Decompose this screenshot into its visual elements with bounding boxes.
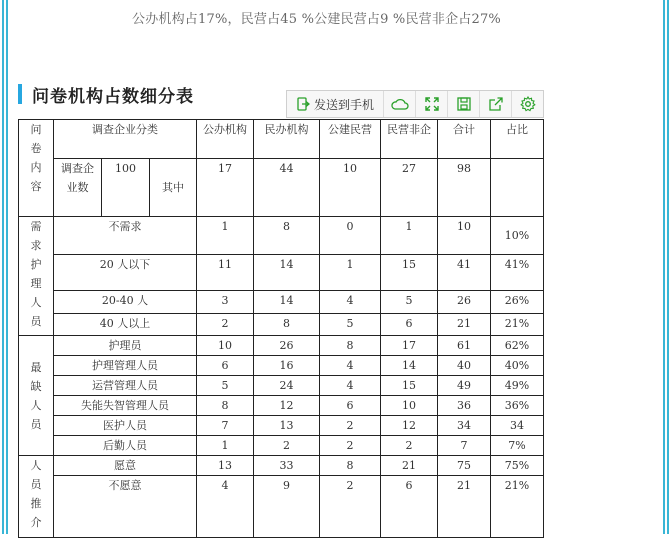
cell-public: 5 xyxy=(197,376,254,396)
cell-ratio: 26% xyxy=(491,291,544,314)
cell-private: 14 xyxy=(254,291,320,314)
cell-pppm: 8 xyxy=(320,336,381,356)
count-public: 17 xyxy=(197,159,254,217)
cell-total: 40 xyxy=(438,356,491,376)
cell-ratio: 36% xyxy=(491,396,544,416)
cell-total: 21 xyxy=(438,476,491,538)
cell-private-nonent: 10 xyxy=(381,396,438,416)
col-total-header: 合计 xyxy=(438,120,491,159)
row-label: 护理员 xyxy=(54,336,197,356)
cell-pppm: 6 xyxy=(320,396,381,416)
row-label: 医护人员 xyxy=(54,416,197,436)
col-private-nonent-header: 民营非企 xyxy=(381,120,438,159)
intro-text: 公办机构占17%，民营占45 %公建民营占9 %民营非企占27% xyxy=(132,12,501,27)
cell-total: 75 xyxy=(438,456,491,476)
right-frame-border xyxy=(663,0,671,534)
table-row xyxy=(19,416,544,436)
cell-private-nonent: 15 xyxy=(381,255,438,291)
row-label: 不愿意 xyxy=(54,476,197,538)
count-pppm: 10 xyxy=(320,159,381,217)
row-label: 40 人以上 xyxy=(54,314,197,336)
survey-table xyxy=(18,119,544,538)
cell-pppm: 4 xyxy=(320,291,381,314)
cell-private: 9 xyxy=(254,476,320,538)
expand-icon xyxy=(425,97,439,111)
count-total: 98 xyxy=(438,159,491,217)
cell-total: 41 xyxy=(438,255,491,291)
row-label: 运营管理人员 xyxy=(54,376,197,396)
table-row xyxy=(19,376,544,396)
toolbar xyxy=(286,90,544,118)
cell-public: 1 xyxy=(197,217,254,255)
cell-pppm: 0 xyxy=(320,217,381,255)
of-which-label: 其中 xyxy=(150,159,197,217)
row-label: 20 人以下 xyxy=(54,255,197,291)
col-pppm-header: 公建民营 xyxy=(320,120,381,159)
left-frame-border xyxy=(0,0,9,534)
cell-private: 13 xyxy=(254,416,320,436)
cell-total: 10 xyxy=(438,217,491,255)
cell-pppm: 1 xyxy=(320,255,381,291)
cell-ratio: 21% xyxy=(491,314,544,336)
cell-private: 33 xyxy=(254,456,320,476)
cell-pppm: 2 xyxy=(320,416,381,436)
cell-private: 2 xyxy=(254,436,320,456)
row-label: 失能失智管理人员 xyxy=(54,396,197,416)
cell-ratio: 40% xyxy=(491,356,544,376)
cell-total: 34 xyxy=(438,416,491,436)
cell-ratio: 49% xyxy=(491,376,544,396)
cell-ratio: 62% xyxy=(491,336,544,356)
cell-private: 14 xyxy=(254,255,320,291)
cell-private-nonent: 6 xyxy=(381,476,438,538)
cell-total: 7 xyxy=(438,436,491,456)
cell-ratio: 75% xyxy=(491,456,544,476)
settings-button[interactable] xyxy=(512,91,543,117)
cell-public: 2 xyxy=(197,314,254,336)
cell-total: 49 xyxy=(438,376,491,396)
send-to-phone-label: 发送到手机 xyxy=(313,97,374,112)
row-label: 20-40 人 xyxy=(54,291,197,314)
need-group-label: 需求护理人员 xyxy=(19,217,54,336)
send-phone-icon xyxy=(296,97,310,111)
cell-private: 12 xyxy=(254,396,320,416)
gear-icon xyxy=(520,96,536,112)
cell-pppm: 2 xyxy=(320,476,381,538)
save-icon xyxy=(457,97,471,111)
cell-private-nonent: 2 xyxy=(381,436,438,456)
recommend-group-label: 人员推介 xyxy=(19,456,54,538)
cell-public: 3 xyxy=(197,291,254,314)
cell-ratio: 21% xyxy=(491,476,544,538)
cell-total: 36 xyxy=(438,396,491,416)
col-public-header: 公办机构 xyxy=(197,120,254,159)
table-row xyxy=(19,356,544,376)
cell-private-nonent: 5 xyxy=(381,291,438,314)
cell-private-nonent: 17 xyxy=(381,336,438,356)
cell-ratio: 34 xyxy=(491,416,544,436)
table-row xyxy=(19,314,544,336)
count-row xyxy=(19,159,544,217)
survey-count-label: 调查企业数 xyxy=(54,159,102,217)
table-row xyxy=(19,476,544,538)
col-private-header: 民办机构 xyxy=(254,120,320,159)
cell-public: 6 xyxy=(197,356,254,376)
survey-count-value: 100 xyxy=(102,159,150,217)
count-private-nonent: 27 xyxy=(381,159,438,217)
cell-public: 7 xyxy=(197,416,254,436)
save-button[interactable] xyxy=(448,91,480,117)
table-row xyxy=(19,396,544,416)
cell-ratio: 7% xyxy=(491,436,544,456)
cell-public: 11 xyxy=(197,255,254,291)
section-heading xyxy=(18,83,194,105)
cloud-button[interactable] xyxy=(384,91,416,117)
heading-accent-bar xyxy=(18,84,22,104)
cell-private-nonent: 14 xyxy=(381,356,438,376)
row-label: 护理管理人员 xyxy=(54,356,197,376)
table-row xyxy=(19,255,544,291)
heading-title: 问卷机构占数细分表 xyxy=(32,86,194,107)
cell-pppm: 8 xyxy=(320,456,381,476)
cell-public: 13 xyxy=(197,456,254,476)
cell-public: 4 xyxy=(197,476,254,538)
table-row xyxy=(19,217,544,255)
table-row xyxy=(19,436,544,456)
cell-pppm: 2 xyxy=(320,436,381,456)
col-ratio-header: 占比 xyxy=(491,120,544,159)
cell-ratio: 10% xyxy=(491,217,544,255)
cell-public: 10 xyxy=(197,336,254,356)
cell-ratio: 41% xyxy=(491,255,544,291)
cell-total: 21 xyxy=(438,314,491,336)
table-row xyxy=(19,456,544,476)
cell-private: 8 xyxy=(254,217,320,255)
table-row xyxy=(19,336,544,356)
cell-private-nonent: 15 xyxy=(381,376,438,396)
cell-private: 26 xyxy=(254,336,320,356)
header-row xyxy=(19,120,544,159)
table-row xyxy=(19,291,544,314)
share-icon xyxy=(489,97,503,111)
cell-private-nonent: 1 xyxy=(381,217,438,255)
cell-pppm: 4 xyxy=(320,356,381,376)
cell-private: 24 xyxy=(254,376,320,396)
row-label: 后勤人员 xyxy=(54,436,197,456)
cell-total: 61 xyxy=(438,336,491,356)
cell-private: 16 xyxy=(254,356,320,376)
row-label: 愿意 xyxy=(54,456,197,476)
cell-total: 26 xyxy=(438,291,491,314)
count-private: 44 xyxy=(254,159,320,217)
count-ratio xyxy=(491,159,544,217)
cell-private-nonent: 12 xyxy=(381,416,438,436)
cell-private-nonent: 6 xyxy=(381,314,438,336)
cell-public: 1 xyxy=(197,436,254,456)
cell-pppm: 5 xyxy=(320,314,381,336)
survey-content-header: 问卷内容 xyxy=(19,120,54,217)
cell-private: 8 xyxy=(254,314,320,336)
row-label: 不需求 xyxy=(54,217,197,255)
share-button[interactable] xyxy=(480,91,512,117)
cell-pppm: 4 xyxy=(320,376,381,396)
fullscreen-button[interactable] xyxy=(416,91,448,117)
cell-public: 8 xyxy=(197,396,254,416)
send-to-phone-button[interactable] xyxy=(287,91,384,117)
enterprise-category-header: 调查企业分类 xyxy=(54,120,197,159)
cell-private-nonent: 21 xyxy=(381,456,438,476)
lack-group-label: 最缺人员 xyxy=(19,336,54,456)
cloud-icon xyxy=(391,97,409,111)
